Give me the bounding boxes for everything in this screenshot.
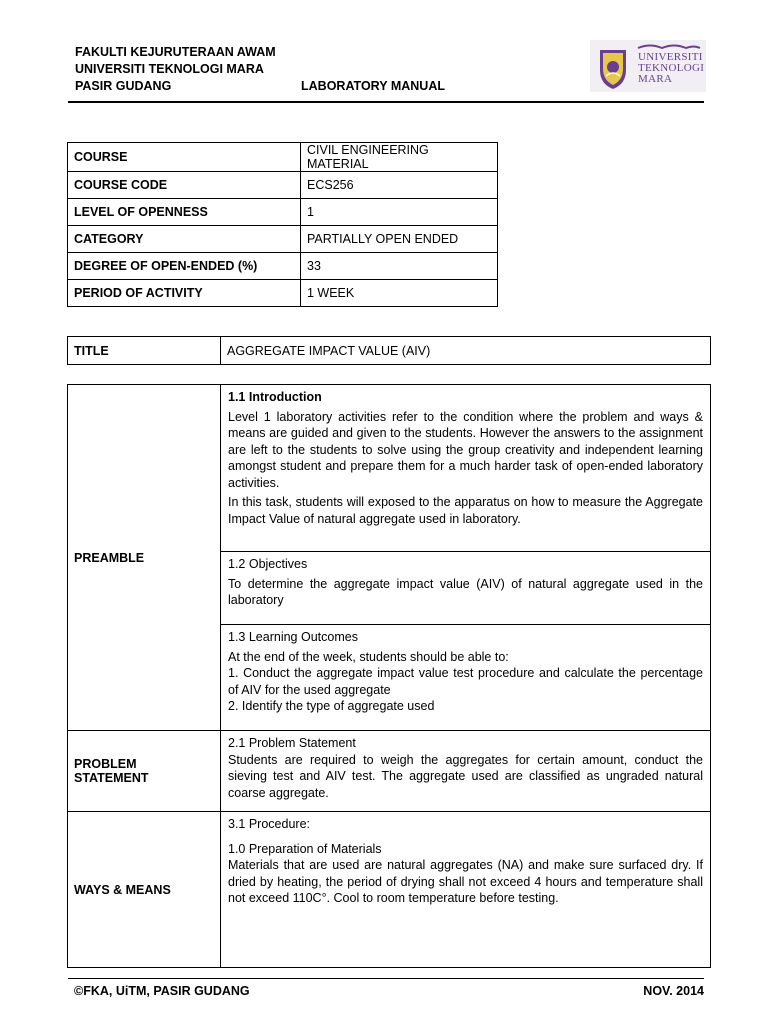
preparation-text: Materials that are used are natural aggregates (NA) and make sure surfaced dry. If dried by heating, the period of drying shall not exceed 4 hours and temperature shall not exceed 110C°. Cool to room temperature before testing.: [228, 858, 703, 905]
table-row: [68, 337, 711, 365]
table-row: [68, 172, 498, 199]
table-row: [68, 280, 498, 307]
table-row: [68, 731, 711, 812]
table-row: [68, 143, 498, 172]
category-value: PARTIALLY OPEN ENDED: [301, 226, 498, 253]
table-row: [68, 199, 498, 226]
faculty-name: FAKULTI KEJURUTERAAN AWAM: [75, 45, 276, 59]
university-name: UNIVERSITI TEKNOLOGI MARA: [75, 62, 264, 76]
intro-heading: 1.1 Introduction: [228, 390, 322, 404]
footer-copyright: ©FKA, UiTM, PASIR GUDANG: [74, 984, 250, 998]
objectives-text: To determine the aggregate impact value (AIV) of natural aggregate used in the laboratory: [228, 576, 703, 607]
category-label: CATEGORY: [68, 226, 301, 253]
course-value: CIVIL ENGINEERING MATERIAL: [301, 143, 498, 172]
problem-statement-label: PROBLEM STATEMENT: [68, 731, 221, 812]
learning-outcomes-heading: 1.3 Learning Outcomes: [228, 630, 358, 644]
intro-paragraph-2: In this task, students will exposed to the apparatus on how to measure the Aggregate Impact Value of natural aggregate used in laboratory.: [228, 495, 703, 526]
preparation-heading: 1.0 Preparation of Materials: [228, 841, 382, 856]
course-info-table: [67, 142, 498, 307]
manual-title: LABORATORY MANUAL: [301, 79, 445, 93]
problem-heading: 2.1 Problem Statement: [228, 736, 356, 750]
campus-name: PASIR GUDANG: [75, 79, 172, 93]
table-row: [68, 253, 498, 280]
document-footer: [74, 984, 704, 998]
learning-outcome-1: 1. Conduct the aggregate impact value test procedure and calculate the percentage of AIV for the used aggregate: [228, 666, 703, 697]
table-row: [68, 385, 711, 552]
course-label: COURSE: [68, 143, 301, 172]
procedure-heading: 3.1 Procedure:: [228, 817, 310, 831]
learning-outcomes-intro: At the end of the week, students should be able to:: [228, 649, 509, 664]
content-table: [67, 384, 711, 968]
problem-statement-cell: [221, 731, 711, 812]
learning-outcome-2: 2. Identify the type of aggregate used: [228, 699, 435, 713]
table-row: [68, 226, 498, 253]
title-label: TITLE: [68, 337, 221, 365]
learning-outcomes-cell: [221, 625, 711, 731]
header-row: [75, 78, 445, 95]
preamble-label: PREAMBLE: [68, 385, 221, 731]
ways-means-cell: [221, 812, 711, 968]
openness-value: 1: [301, 199, 498, 226]
introduction-cell: [221, 385, 711, 552]
document-header: [75, 44, 445, 95]
objectives-heading: 1.2 Objectives: [228, 557, 308, 571]
ways-means-label: WAYS & MEANS: [68, 812, 221, 968]
footer-divider: [68, 978, 704, 979]
course-code-label: COURSE CODE: [68, 172, 301, 199]
table-row: [68, 812, 711, 968]
course-code-value: ECS256: [301, 172, 498, 199]
openness-label: LEVEL OF OPENNESS: [68, 199, 301, 226]
title-value: AGGREGATE IMPACT VALUE (AIV): [221, 337, 711, 365]
problem-text: Students are required to weigh the aggregates for certain amount, conduct the sieving test and AIV test. The aggregate used are classified as ungraded natural coarse aggregate.: [228, 752, 703, 800]
logo-text: UNIVERSITI TEKNOLOGI MARA: [638, 51, 705, 85]
period-label: PERIOD OF ACTIVITY: [68, 280, 301, 307]
degree-label: DEGREE OF OPEN-ENDED (%): [68, 253, 301, 280]
intro-paragraph-1: Level 1 laboratory activities refer to the condition where the problem and ways & means are guided and given to the students. However the answers to the assignment are left to the students to solve using the group creativity and independent learning amongst student and prepare them for a much harder task of open-ended laboratory activities.: [228, 409, 703, 490]
period-value: 1 WEEK: [301, 280, 498, 307]
footer-date: NOV. 2014: [643, 984, 704, 998]
title-table: [67, 336, 711, 365]
header-divider: [68, 101, 704, 103]
objectives-cell: [221, 552, 711, 625]
degree-value: 33: [301, 253, 498, 280]
